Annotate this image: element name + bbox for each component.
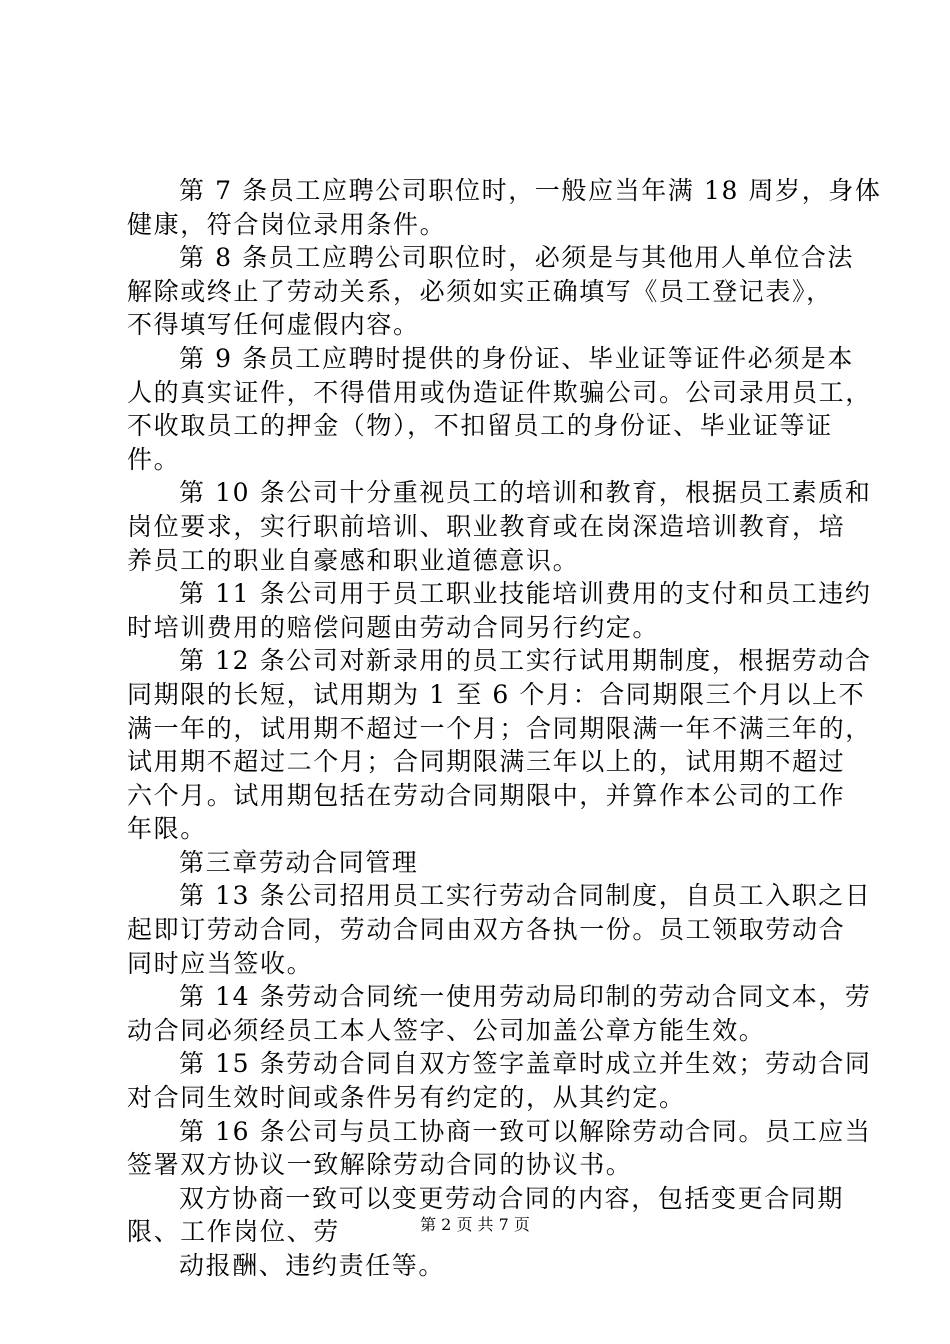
text-line: 动报酬、违约责任等。 xyxy=(179,1251,446,1280)
text-line: 解除或终止了劳动关系，必须如实正确填写《员工登记表》， xyxy=(127,276,833,306)
text-line: 双方协商一致可以变更劳动合同的内容，包括变更合同期 xyxy=(179,1183,845,1213)
text-line: 第 15 条劳动合同自双方签字盖章时成立并生效；劳动合同 xyxy=(179,1049,872,1079)
text-line: 签署双方协议一致解除劳动合同的协议书。 xyxy=(127,1150,633,1180)
text-line: 试用期不超过二个月；合同期限满三年以上的，试用期不超过 xyxy=(127,747,846,777)
text-line: 第 9 条员工应聘时提供的身份证、毕业证等证件必须是本 xyxy=(179,343,855,373)
text-line: 第 13 条公司招用员工实行劳动合同制度，自员工入职之日 xyxy=(179,881,872,911)
text-line: 健康，符合岗位录用条件。 xyxy=(127,209,447,239)
text-line: 件。 xyxy=(127,444,181,474)
text-line: 第 14 条劳动合同统一使用劳动局印制的劳动合同文本，劳 xyxy=(179,982,872,1012)
text-line: 起即订劳动合同，劳动合同由双方各执一份。员工领取劳动合 xyxy=(127,915,846,945)
page-number-footer: 第 2 页 共 7 页 xyxy=(420,1215,530,1234)
text-line: 第 10 条公司十分重视员工的培训和教育，根据员工素质和 xyxy=(179,478,872,508)
text-line: 第 8 条员工应聘公司职位时，必须是与其他用人单位合法 xyxy=(179,243,855,273)
text-line: 第 12 条公司对新录用的员工实行试用期制度，根据劳动合 xyxy=(179,646,872,676)
text-line: 同时应当签收。 xyxy=(127,948,314,978)
text-line: 第 11 条公司用于员工职业技能培训费用的支付和员工违约 xyxy=(179,579,872,609)
text-line: 六个月。试用期包括在劳动合同期限中，并算作本公司的工作 xyxy=(127,780,846,810)
document-body xyxy=(127,174,882,1283)
chapter-heading: 第三章劳动合同管理 xyxy=(179,847,419,877)
text-line: 不得填写任何虚假内容。 xyxy=(127,310,420,340)
text-line: 动合同必须经员工本人签字、公司加盖公章方能生效。 xyxy=(127,1015,766,1045)
text-line: 岗位要求，实行职前培训、职业教育或在岗深造培训教育，培 xyxy=(127,511,846,541)
text-line: 年限。 xyxy=(127,814,207,844)
text-line: 时培训费用的赔偿问题由劳动合同另行约定。 xyxy=(127,612,660,642)
text-line: 不收取员工的押金（物），不扣留员工的身份证、毕业证等证 xyxy=(127,411,833,441)
text-line: 养员工的职业自豪感和职业道德意识。 xyxy=(127,545,580,575)
text-line: 人的真实证件，不得借用或伪造证件欺骗公司。公司录用员工， xyxy=(127,377,872,407)
text-line: 满一年的，试用期不超过一个月；合同期限满一年不满三年的， xyxy=(127,713,872,743)
text-line: 对合同生效时间或条件另有约定的，从其约定。 xyxy=(127,1083,686,1113)
text-line: 第 16 条公司与员工协商一致可以解除劳动合同。员工应当 xyxy=(179,1116,872,1146)
text-line: 第 7 条员工应聘公司职位时，一般应当年满 18 周岁，身体 xyxy=(179,176,882,205)
text-line: 限、工作岗位、劳 xyxy=(127,1217,340,1247)
text-line: 同期限的长短，试用期为 1 至 6 个月：合同期限三个月以上不 xyxy=(127,679,866,709)
